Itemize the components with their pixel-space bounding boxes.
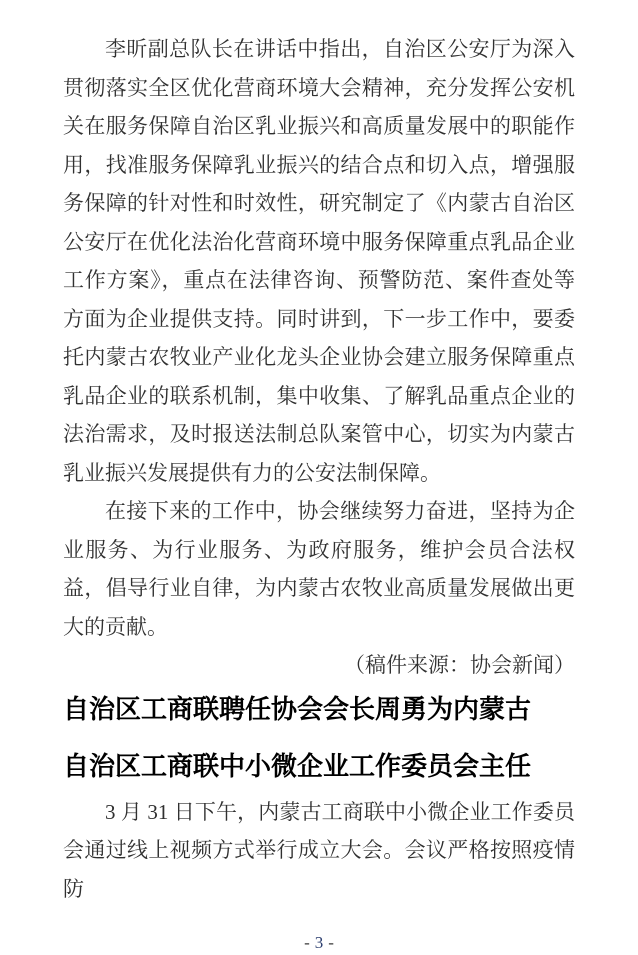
- page-number-right-dash: -: [328, 933, 334, 952]
- source-note: （稿件来源：协会新闻）: [344, 653, 575, 677]
- article2-title-line1: 自治区工商联聘任协会会长周勇为内蒙古: [63, 693, 532, 724]
- article1-paragraph-1: 李昕副总队长在讲话中指出，自治区公安厅为深入贯彻落实全区优化营商环境大会精神，充分发挥公安机关在服务保障自治区乳业振兴和高质量发展中的职能作用，找准服务保障乳业振兴的结合点和切入点，增强服务保障的针对性和时效性，研究制定了《内蒙古自治区公安厅在优化法治化营商环境中服务保障重点乳品企业工作方案》，重点在法律咨询、预警防范、案件查处等方面为企业提供支持。同时讲到，下一步工作中，要委托内蒙古农牧业产业化龙头企业协会建立服务保障重点乳品企业的联系机制，集中收集、了解乳品重点企业的法治需求，及时报送法制总队案管中心，切实为内蒙古乳业振兴发展提供有力的公安法制保障。: [63, 37, 575, 485]
- page-footer: [63, 931, 575, 955]
- article2-paragraph-1: 3 月 31 日下午，内蒙古工商联中小微企业工作委员会通过线上视频方式举行成立大会。会议严格按照疫情防: [63, 799, 575, 901]
- article2-title-line2: 自治区工商联中小微企业工作委员会主任: [63, 750, 532, 781]
- page-number: 3: [314, 933, 324, 952]
- article2-title: [63, 681, 575, 795]
- page-number-left-dash: -: [304, 933, 310, 952]
- article1-paragraph-2: 在接下来的工作中，协会继续努力奋进，坚持为企业服务、为行业服务、为政府服务，维护会员合法权益，倡导行业自律，为内蒙古农牧业高质量发展做出更大的贡献。: [63, 499, 575, 639]
